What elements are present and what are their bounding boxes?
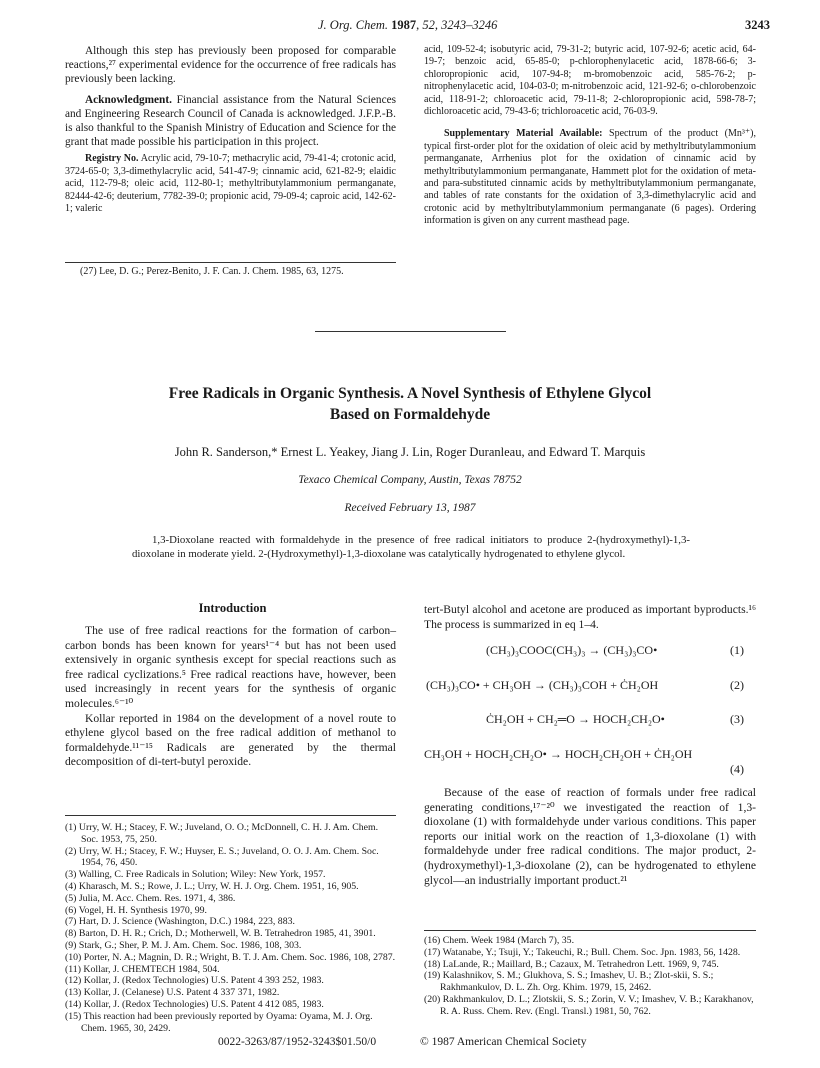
reference-item: (20) Rakhmankulov, D. L.; Zlotskii, S. S.; Zorin, V. V.; Imashev, V. B.; Karakhanov, R. A. Russ. Chem. Rev. (Engl. Transl.) 1981, 50, 762. <box>424 993 754 1017</box>
equation-1 <box>424 643 744 658</box>
title-line-2: Based on Formaldehyde <box>329 406 491 423</box>
reference-item: (18) LaLande, R.; Maillard, B.; Cazaux, M. Tetrahedron Lett. 1969, 9, 745. <box>424 958 719 970</box>
equation-3-number: (3) <box>730 712 744 726</box>
abstract-text: 1,3-Dioxolane reacted with formaldehyde in the presence of free radical initiators to produce 2-(hydroxymethyl)-1,3-dioxolane in moderate yield. 2-(Hydroxymethyl)-1,3-dioxolane was catalytically hydrogenated to ethylene glycol. <box>132 534 690 560</box>
references-right <box>424 935 756 1018</box>
footer-code: 0022-3263/87/1952-3243$01.50/0 <box>218 1036 377 1048</box>
references-left <box>65 822 396 1034</box>
received-date: Received February 13, 1987 <box>344 502 476 514</box>
reference-item: (10) Porter, N. A.; Magnin, D. R.; Wright, B. T. J. Am. Chem. Soc. 1986, 108, 2787. <box>65 951 396 963</box>
registry-numbers <box>65 153 396 215</box>
reference-item: (2) Urry, W. H.; Stacey, F. W.; Huyser, E. S.; Juveland, O. O. J. Am. Chem. Soc. 1954, 76, 450. <box>65 845 379 869</box>
registry-text: Acrylic acid, 79-10-7; methacrylic acid, 79-41-4; crotonic acid, 3724-65-0; 3,3-dimethylacrylic acid, 541-47-9; cinnamic acid, 621-82-9; elaidic acid, 112-79-8; oleic acid, 112-80-1; methyltributylammonium permanganate, 82444-42-6; deuterium, 7782-39-0; propionic acid, 79-09-4; caproic acid, 142-62-1; valeric <box>65 153 397 215</box>
footer-copyright: © 1987 American Chemical Society <box>420 1036 587 1048</box>
introduction-left-column <box>65 624 396 770</box>
reference-item: (7) Hart, D. J. Science (Washington, D.C.) 1984, 223, 883. <box>65 916 295 928</box>
abstract <box>132 534 690 561</box>
reference-item: (9) Stark, G.; Sher, P. M. J. Am. Chem. Soc. 1986, 108, 303. <box>65 939 302 951</box>
reference-item: (17) Watanabe, Y.; Tsuji, Y.; Takeuchi, R.; Bull. Chem. Soc. Jpn. 1983, 56, 1428. <box>424 946 741 958</box>
journal-year: 1987 <box>391 18 417 32</box>
reference-item: (19) Kalashnikov, S. M.; Glukhova, S. S.; Imashev, U. B.; Zlot-skii, S. S.; Rakhmankulov, D. L. Zh. Org. Khim. 1979, 15, 2462. <box>424 970 714 994</box>
introduction-right-column-bottom <box>424 786 756 888</box>
intro-right-paragraph-1: tert-Butyl alcohol and acetone are produced as important byproducts.¹⁶ The process is summarized in eq 1–4. <box>424 603 756 631</box>
reference-item: (5) Julia, M. Acc. Chem. Res. 1971, 4, 386. <box>65 892 236 904</box>
equation-2 <box>424 678 744 693</box>
reference-item: (13) Kollar, J. (Celanese) U.S. Patent 4 337 371, 1982. <box>65 987 280 999</box>
introduction-heading: Introduction <box>198 601 267 615</box>
journal-name: J. Org. Chem. <box>318 18 389 32</box>
article-separator <box>315 331 506 332</box>
affiliation: Texaco Chemical Company, Austin, Texas 78752 <box>298 474 522 486</box>
reference-item: (11) Kollar, J. CHEMTECH 1984, 504. <box>65 963 220 975</box>
equation-4-number: (4) <box>730 762 744 776</box>
acknowledgment <box>65 93 396 150</box>
reference-item: (14) Kollar, J. (Redox Technologies) U.S. Patent 4 412 085, 1983. <box>65 998 324 1010</box>
acknowledgment-text: Financial assistance from the Natural Sciences and Engineering Research Council of Canada is acknowledged. J.F.P.-B. is also thankful to the Spanish Ministry of Education and Science for the grant that made possible his participation in this project. <box>65 93 396 149</box>
references-divider-left <box>65 815 396 816</box>
intro-paragraph-1: The use of free radical reactions for the formation of carbon–carbon bonds has been known for years¹⁻⁴ but has not been used extensively in organic synthesis except for special reactions such as free radical cyclizations.⁵ Free radical reactions have, however, been used increasingly in recent years for the synthesis of organic molecules.⁶⁻¹⁰ <box>65 624 396 710</box>
page-number: 3243 <box>745 18 770 32</box>
references-divider-right <box>424 930 756 931</box>
equation-3 <box>424 712 744 727</box>
reference-item: (1) Urry, W. H.; Stacey, F. W.; Juveland, O. O.; McDonnell, C. H. J. Am. Chem. Soc. 1953, 75, 250. <box>65 822 379 845</box>
authors: John R. Sanderson,* Ernest L. Yeakey, Jiang J. Lin, Roger Duranleau, and Edward T. Marquis <box>174 445 646 459</box>
reference-item: (3) Walling, C. Free Radicals in Solution; Wiley: New York, 1957. <box>65 869 326 881</box>
running-header-journal: J. Org. Chem. 1987, 52, 3243–3246 <box>318 18 498 32</box>
reference-item: (16) Chem. Week 1984 (March 7), 35. <box>424 935 575 946</box>
registry-heading: Registry No. <box>85 153 139 165</box>
reference-item: (6) Vogel, H. H. Synthesis 1970, 99. <box>65 904 207 916</box>
article-title <box>40 383 780 425</box>
equation-4-text: CH₃OH + HOCH₂CH₂O• → HOCH₂CH₂OH + ĊH₂OH <box>424 747 693 761</box>
equation-2-number: (2) <box>730 678 744 692</box>
reference-item: (4) Kharasch, M. S.; Rowe, J. L.; Urry, W. H. J. Org. Chem. 1951, 16, 905. <box>65 880 359 892</box>
reference-item: (15) This reaction had been previously reported by Oyama: Oyama, M. J. Org. Chem. 1965, 30, 2429. <box>65 1010 373 1034</box>
equation-1-text: (CH₃)₃COOC(CH₃)₃ → (CH₃)₃CO• <box>486 643 658 657</box>
intro-paragraph-2: Kollar reported in 1984 on the development of a novel route to ethylene glycol based on the free radical addition of methanol to formaldehyde.¹¹⁻¹⁵ Radicals are generated by the thermal decomposition of di-tert-butyl peroxide. <box>65 711 396 769</box>
supplementary-heading: Supplementary Material Available: <box>444 128 603 140</box>
prev-article-right-column <box>424 44 756 228</box>
equation-4 <box>424 747 744 777</box>
prev-closing-paragraph: Although this step has previously been proposed for comparable reactions,²⁷ experimental evidence for the occurrence of free radicals has previously been lacking. <box>65 45 396 86</box>
intro-right-paragraph-2: Because of the ease of reaction of formals under free radical generating conditions,¹⁷⁻²⁰ we investigated the reaction of 1,3-dioxolane (1) with formaldehyde under various conditions. This paper reports our initial work on the reaction of 1,3-dioxolane (1) with formaldehyde under free radical conditions. The major product, 2-(hydroxymethyl)-1,3-dioxolane (2), can be hydrogenated to ethylene glycol—an industrially important product.²¹ <box>424 786 756 887</box>
introduction-right-column-top <box>424 603 756 632</box>
equation-3-text: ĊH₂OH + CH₂═O → HOCH₂CH₂O• <box>486 712 665 726</box>
footnote-27: (27) Lee, D. G.; Perez-Benito, J. F. Can. J. Chem. 1985, 63, 1275. <box>80 266 344 277</box>
journal-volume-pages: 52, 3243–3246 <box>422 18 498 32</box>
equation-2-text: (CH₃)₃CO• + CH₃OH → (CH₃)₃COH + ĊH₂OH <box>426 678 659 692</box>
prev-article-left-column <box>65 44 396 215</box>
supplementary-text: Spectrum of the product (Mn³⁺), typical first-order plot for the oxidation of oleic acid by methyltributylammonium permanganate, Arrhenius plot for the oxidation of cinnamic acid by methyltributylammonium permanganate, Hammett plot for the oxidation of meta- and para-substituted cinnamic acids by methyltributylammonium permanganate, and tables of rate constants for the oxidation of 3,3-dimethylacrylic acid and crotonic acid by methyltributylammonium permanganate (6 pages). Ordering information is given on any current masthead page. <box>424 128 757 227</box>
registry-continued: acid, 109-52-4; isobutyric acid, 79-31-2; butyric acid, 107-92-6; acetic acid, 64-19-7; benzoic acid, 65-85-0; p-chlorophenylacetic acid, 1878-66-6; 3-chloropropionic acid, 107-94-8; m-bromobenzoic acid, 585-76-2; p-nitrophenylacetic acid, 104-03-0; m-nitrobenzoic acid, 121-92-6; o-chlorobenzoic acid, 118-91-2; chloroacetic acid, 79-11-8; 2-chloropropionic acid, 598-78-7; dichloroacetic acid, 79-43-6; trichloroacetic acid, 76-03-9. <box>424 44 756 118</box>
footnote-divider <box>65 262 396 263</box>
supplementary-material <box>424 128 756 227</box>
acknowledgment-heading: Acknowledgment. <box>85 93 172 106</box>
reference-item: (8) Barton, D. H. R.; Crich, D.; Motherwell, W. B. Tetrahedron 1985, 41, 3901. <box>65 928 376 940</box>
reference-item: (12) Kollar, J. (Redox Technologies) U.S. Patent 4 393 252, 1983. <box>65 975 324 987</box>
title-line-1: Free Radicals in Organic Synthesis. A Novel Synthesis of Ethylene Glycol <box>168 385 652 402</box>
equation-1-number: (1) <box>730 643 744 657</box>
